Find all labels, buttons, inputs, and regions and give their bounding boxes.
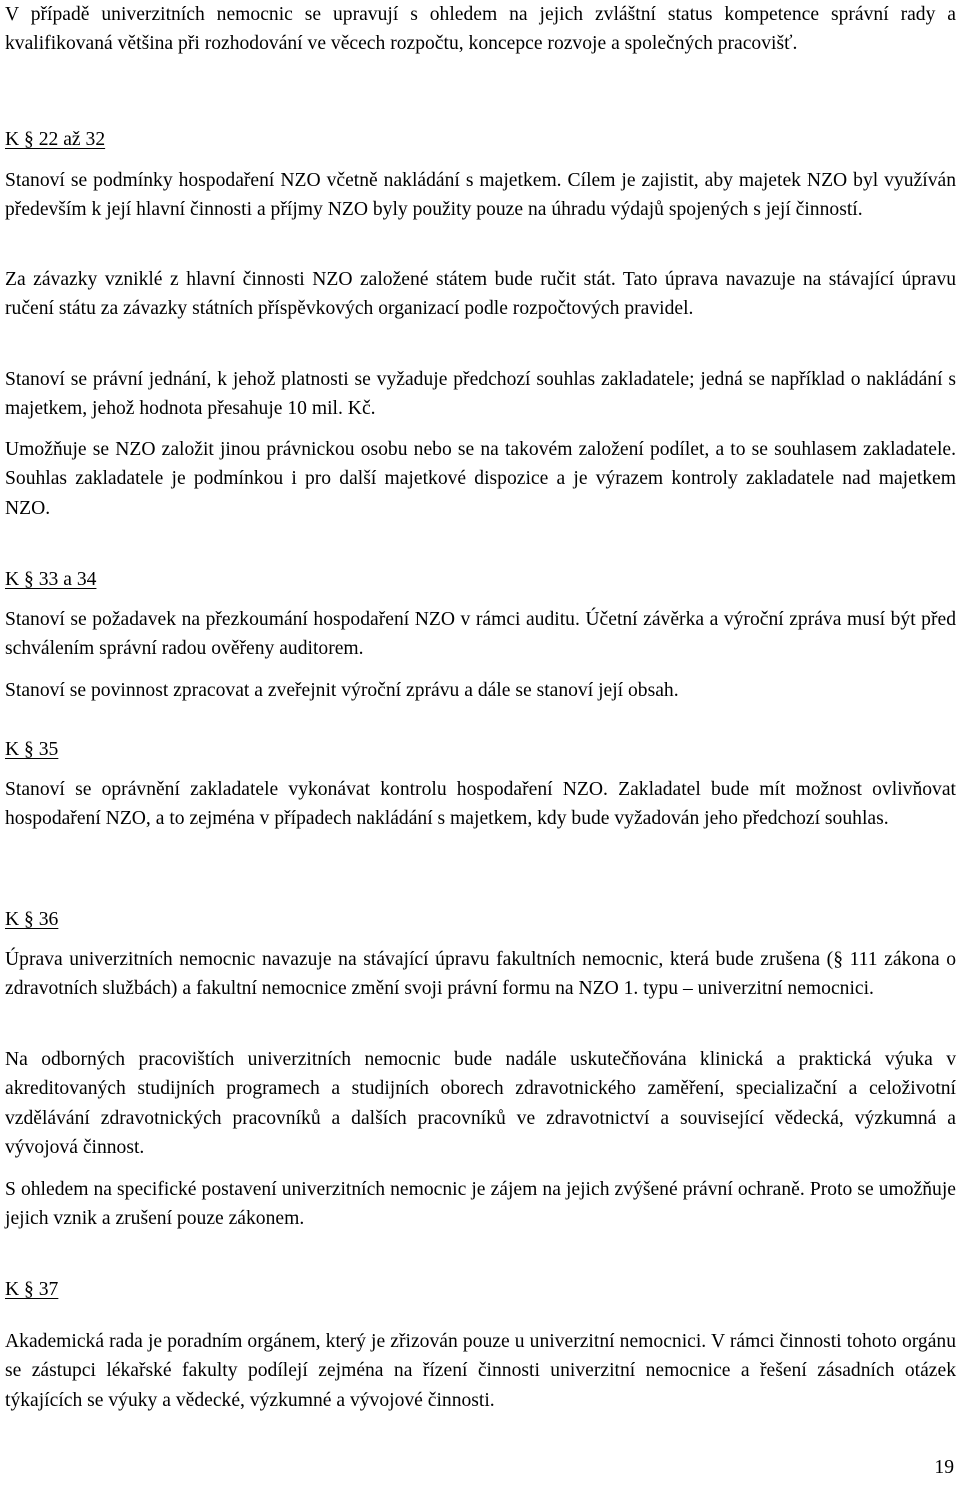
page-number: 19 [934,1457,954,1478]
paragraph-11: S ohledem na specifické postavení univerzitních nemocnic je zájem na jejich zvýšené právní ochraně. Proto se umožňuje jejich vznik a zrušení pouze zákonem. [5,1179,956,1230]
paragraph-4: Stanoví se právní jednání, k jehož platnosti se vyžaduje předchozí souhlas zakladatele; jedná se například o nakládání s majetkem, jehož hodnota přesahuje 10 mil. Kč. [5,369,956,420]
paragraph-8: Stanoví se oprávnění zakladatele vykonávat kontrolu hospodaření NZO. Zakladatel bude mít možnost ovlivňovat hospodaření NZO, a to zejména v případech nakládání s majetkem, kdy bude vyžadován jeho předchozí souhlas. [5,779,956,830]
section-heading-37: K § 37 [5,1279,59,1300]
section-heading-35: K § 35 [5,739,59,760]
paragraph-12: Akademická rada je poradním orgánem, který je zřizován pouze u univerzitní nemocnici. V rámci činnosti tohoto orgánu se zástupci lékařské fakulty podílejí zejména na řízení činnosti univerzitní nemocnice a řešení zásadních otázek týkajících se výuky a vědecké, výzkumné a vývojové činnosti. [5,1331,956,1411]
paragraph-9: Úprava univerzitních nemocnic navazuje na stávající úpravu fakultních nemocnic, která bude zrušena (§ 111 zákona o zdravotních službách) a fakultní nemocnice změní svoji právní formu na NZO 1. typu – univerzitní nemocnici. [5,949,956,1000]
section-heading-36: K § 36 [5,909,59,930]
paragraph-5: Umožňuje se NZO založit jinou právnickou osobu nebo se na takovém založení podílet, a to se souhlasem zakladatele. Souhlas zakladatele je podmínkou i pro další majetkové dispozice a je výrazem kontroly zakladatele nad majetkem NZO. [5,439,956,519]
paragraph-1: V případě univerzitních nemocnic se upravují s ohledem na jejich zvláštní status kompetence správní rady a kvalifikovaná většina při rozhodování ve věcech rozpočtu, koncepce rozvoje a společných pracovišť. [5,4,956,55]
paragraph-3: Za závazky vzniklé z hlavní činnosti NZO založené státem bude ručit stát. Tato úprava navazuje na stávající úpravu ručení státu za závazky státních příspěvkových organizací podle rozpočtových pravidel. [5,269,956,320]
paragraph-6: Stanoví se požadavek na přezkoumání hospodaření NZO v rámci auditu. Účetní závěrka a výroční zpráva musí být před schválením správní radou ověřeny auditorem. [5,609,956,660]
section-heading-33-34: K § 33 a 34 [5,569,97,590]
paragraph-7: Stanoví se povinnost zpracovat a zveřejnit výroční zprávu a dále se stanoví její obsah. [5,680,679,701]
section-heading-22-32: K § 22 až 32 [5,129,106,150]
paragraph-10: Na odborných pracovištích univerzitních nemocnic bude nadále uskutečňována klinická a praktická výuka v akreditovaných studijních programech a studijních oborech zdravotnického zaměření, specializační a celoživotní vzdělávání zdravotnických pracovníků a dalších pracovníků ve zdravotnictví a související vědecká, výzkumná a vývojová činnost. [5,1049,956,1159]
paragraph-2: Stanoví se podmínky hospodaření NZO včetně nakládání s majetkem. Cílem je zajistit, aby majetek NZO byl využíván především k její hlavní činnosti a příjmy NZO byly použity pouze na úhradu výdajů spojených s její činností. [5,170,956,221]
